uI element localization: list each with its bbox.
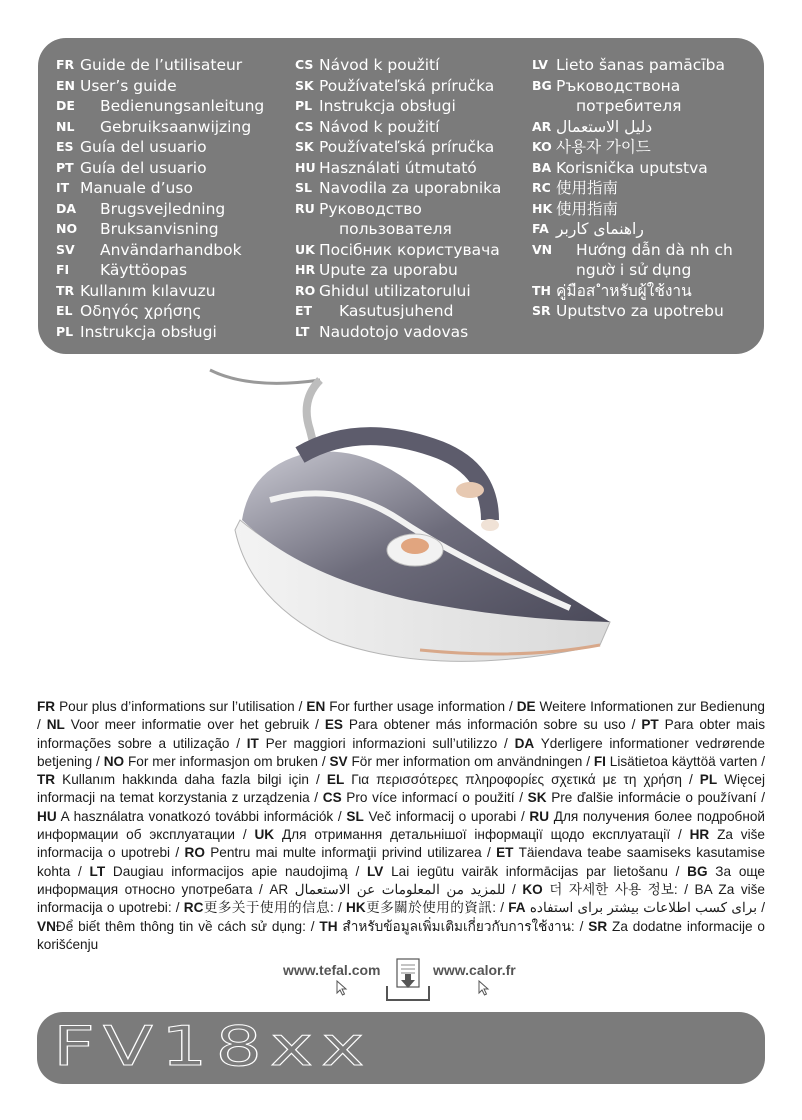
language-code: SR — [532, 303, 551, 318]
language-code: EL — [56, 303, 73, 318]
language-code: RO — [295, 282, 316, 298]
guide-item — [295, 219, 501, 240]
iron-illustration — [190, 360, 630, 690]
language-code: IT — [56, 180, 70, 195]
language-code: FI — [56, 262, 70, 277]
language-code: DE — [516, 699, 536, 714]
language-code: NO — [103, 753, 125, 769]
guide-title: Посібник користувача — [319, 240, 500, 259]
info-text: สำหรับข้อมูลเพิ่มเติมเกี่ยวกับการใช้งาน: / — [337, 918, 589, 934]
language-code: LT — [295, 323, 310, 339]
language-code: SK — [295, 77, 314, 93]
guide-title: пользователя — [339, 220, 452, 238]
tefal-link[interactable]: www.tefal.com — [283, 962, 381, 978]
guide-title: Uputstvo za upotrebu — [556, 302, 724, 320]
calor-link[interactable]: www.calor.fr — [433, 962, 516, 978]
guide-item — [56, 219, 264, 240]
language-code: HU — [37, 808, 57, 824]
guide-item — [532, 281, 733, 302]
guide-item — [56, 117, 264, 138]
language-code: UK — [295, 241, 315, 257]
guide-title: Brugsvejledning — [100, 199, 226, 218]
guide-item — [295, 96, 501, 117]
guide-title: Hướng dẫn dà nh ch — [576, 240, 733, 259]
info-text: Weitere Informationen zur Bedienung / — [37, 699, 765, 733]
info-text: Za više informacija o upotrebi / — [37, 827, 765, 861]
guide-item — [56, 281, 264, 302]
guide-item — [295, 199, 501, 220]
info-text: För mer information om användningen / — [347, 753, 594, 769]
guide-title: Ръководствона — [556, 76, 681, 95]
guide-column-1 — [56, 55, 264, 342]
language-code: HR — [295, 262, 316, 277]
guide-title: Návod k použití — [319, 117, 440, 136]
guide-item — [295, 117, 501, 138]
guide-title: Bruksanvisning — [100, 220, 219, 238]
steam-iron-image — [190, 360, 630, 690]
info-text: For further usage information / — [325, 699, 517, 714]
guide-item — [56, 137, 264, 158]
language-guide-panel — [38, 38, 764, 354]
guide-item — [56, 199, 264, 220]
language-code: CS — [295, 57, 314, 72]
guide-item — [532, 178, 733, 199]
guide-item — [532, 240, 733, 261]
guide-title: Bedienungsanleitung — [100, 97, 265, 115]
guide-item — [295, 301, 501, 322]
language-code: TH — [319, 918, 338, 934]
language-code: ET — [295, 303, 313, 318]
language-code: NO — [56, 221, 78, 236]
guide-title: 사용자 가이드 — [556, 138, 651, 156]
guide-item — [295, 55, 501, 76]
language-code: RO — [184, 845, 205, 861]
guide-title: Instrukcja obsługi — [319, 97, 456, 115]
info-text: Để biết thêm thông tin về cách sử dụng: / — [55, 918, 320, 934]
guide-title: Ghidul utilizatorului — [319, 281, 471, 300]
guide-item — [56, 260, 264, 281]
cursor-icon — [478, 980, 490, 996]
guide-title: Používateľská príručka — [319, 76, 495, 95]
language-code: TR — [56, 282, 75, 298]
usage-information-paragraph — [37, 698, 765, 954]
language-code: SV — [56, 241, 75, 257]
info-text: Za dodatne informacije o korišćenju — [37, 918, 765, 952]
language-code: EL — [326, 772, 345, 788]
info-text: A használatra vonatkozó további információk / — [56, 808, 347, 824]
language-code: SL — [346, 808, 364, 824]
language-code: EN — [56, 77, 76, 93]
website-links — [0, 958, 802, 1008]
guide-title: دليل الاستعمال — [556, 117, 653, 136]
guide-item — [532, 96, 733, 117]
guide-item — [56, 301, 264, 322]
guide-title: Navodila za uporabnika — [319, 179, 502, 197]
guide-item — [532, 199, 733, 220]
info-text: Для отримання детальнішої інформації щодо експлуатації / — [274, 827, 690, 843]
guide-title: Naudotojo vadovas — [319, 322, 469, 341]
language-code: CS — [322, 790, 342, 806]
guide-title: Upute za uporabu — [319, 261, 458, 279]
language-code: HR — [689, 827, 710, 843]
info-text: Več informacij o uporabi / — [363, 808, 530, 824]
guide-title: Руководство — [319, 199, 422, 218]
guide-title: Používateľská príručka — [319, 138, 495, 156]
language-code: PL — [699, 772, 718, 788]
guide-item — [295, 281, 501, 302]
guide-item — [295, 240, 501, 261]
guide-title: ngườ i sử dụng — [576, 261, 692, 279]
guide-item — [56, 178, 264, 199]
language-code: LV — [367, 863, 384, 879]
guide-title: Kullanım kılavuzu — [80, 281, 216, 300]
guide-item — [532, 219, 733, 240]
guide-item — [295, 137, 501, 158]
info-text: Lisätietoa käyttöä varten / — [605, 753, 765, 769]
guide-item — [532, 260, 733, 281]
language-code: BG — [532, 77, 552, 93]
language-code: KO — [522, 881, 543, 897]
guide-title: Manuale d’uso — [80, 179, 193, 197]
language-code: FR — [37, 699, 56, 714]
guide-item — [295, 76, 501, 97]
info-text: Para obtener más información sobre su uso / — [342, 717, 642, 733]
language-code: NL — [46, 717, 65, 733]
language-code: PT — [641, 717, 659, 733]
info-text: Pour plus d’informations sur l’utilisation / — [55, 699, 307, 714]
language-code: TR — [37, 772, 56, 788]
language-code: PL — [295, 98, 313, 113]
guide-item — [56, 55, 264, 76]
language-code: RC — [183, 900, 204, 916]
guide-item — [532, 158, 733, 179]
info-text: Więcej informacji na temat korzystania z urządzenia / — [37, 772, 765, 806]
info-text: 更多關於使用的資訊: / — [365, 900, 509, 916]
language-code: HK — [532, 200, 553, 216]
guide-title: Instrukcja obsługi — [80, 322, 217, 341]
language-code: SL — [295, 180, 312, 195]
info-text: Kullanım hakkında daha fazla bilgi için / — [55, 772, 327, 788]
guide-title: Lieto šanas pamācība — [556, 56, 725, 74]
language-code: FR — [56, 57, 75, 72]
language-code: PL — [56, 323, 74, 339]
guide-title: User’s guide — [80, 76, 177, 95]
language-code: SV — [329, 753, 348, 769]
info-text: Lai iegūtu vairāk informācijas par lietošanu / — [383, 863, 688, 879]
info-text: For mer informasjon om bruken / — [124, 753, 330, 769]
guide-item — [295, 178, 501, 199]
info-text: Voor meer informatie over het gebruik / — [64, 717, 325, 733]
guide-item — [56, 76, 264, 97]
download-document-icon — [383, 958, 431, 1006]
language-code: DA — [56, 200, 77, 216]
language-code: ES — [56, 139, 74, 154]
guide-item — [56, 158, 264, 179]
info-text: Pre ďalšie informácie o používaní / — [546, 790, 765, 806]
info-text: Για περισσότερες πληροφορίες σχετικά με τη χρήση / — [344, 772, 700, 788]
guide-item — [532, 301, 733, 322]
language-code: RU — [295, 200, 315, 216]
guide-title: Használati útmutató — [319, 158, 477, 177]
language-code: VN — [532, 241, 553, 257]
language-code: DA — [514, 735, 535, 751]
language-code: BG — [687, 863, 708, 879]
language-code: FI — [593, 753, 606, 769]
guide-title: Návod k použití — [319, 56, 440, 74]
info-text: برای کسب اطلاعات بیشتر برای استفاده / — [525, 900, 765, 916]
language-code: SR — [588, 918, 608, 934]
guide-title: потребителя — [576, 97, 682, 115]
guide-title: Guía del usuario — [80, 138, 207, 156]
guide-title: Gebruiksaanwijzing — [100, 117, 252, 136]
language-code: IT — [246, 735, 259, 751]
guide-title: Guía del usuario — [80, 158, 207, 177]
language-code: SK — [295, 139, 314, 154]
model-number: FV18xx — [53, 1015, 373, 1078]
info-text: Täiendava teabe saamiseks kasutamise kohta / — [37, 845, 766, 879]
info-text: Pentru mai multe informaţii privind utilizarea / — [204, 845, 497, 861]
language-code: HU — [295, 159, 316, 175]
guide-title: Korisnička uputstva — [556, 158, 708, 177]
model-banner — [37, 1012, 765, 1084]
info-text: Для получения более подробной информации об эксплуатации / — [37, 808, 765, 843]
language-code: LT — [89, 863, 106, 879]
language-code: ET — [496, 845, 514, 861]
language-code: CS — [295, 118, 314, 134]
language-code: RU — [529, 808, 550, 824]
guide-item — [295, 322, 501, 343]
info-text: 更多关于使用的信息: / — [203, 900, 346, 916]
guide-item — [295, 158, 501, 179]
guide-title: Käyttöopas — [100, 261, 188, 279]
guide-title: 使用指南 — [556, 179, 619, 197]
cursor-icon — [336, 980, 348, 996]
info-text: Pro více informací o použití / — [341, 790, 528, 806]
language-code: SK — [527, 790, 547, 806]
language-code: ES — [324, 717, 343, 733]
language-code: HK — [346, 900, 366, 916]
info-text: Per maggiori informazioni sull’utilizzo / — [258, 735, 515, 751]
info-text: Yderligere informationer vedrørende betjening / — [37, 735, 765, 769]
guide-column-3 — [532, 55, 733, 322]
info-text: За още информация относно употребата / AR للمزيد من المعلومات عن الاستعمال / — [37, 863, 765, 897]
language-code: NL — [56, 118, 75, 134]
language-code: LV — [532, 57, 548, 72]
guide-item — [56, 322, 264, 343]
guide-column-2 — [295, 55, 501, 342]
language-code: AR — [532, 118, 552, 134]
guide-title: Οδηγός χρήσης — [80, 302, 202, 320]
info-text: Para obter mais informações sobre a utilização / — [37, 717, 765, 751]
guide-item — [532, 55, 733, 76]
info-text: 더 자세한 사용 정보: / BA Za više informacija o upotrebi: / — [37, 881, 765, 916]
language-code: KO — [532, 139, 552, 154]
guide-title: คู่มือส ำหรับผู้ใช้งาน — [556, 281, 692, 300]
guide-item — [56, 96, 264, 117]
language-code: UK — [254, 827, 275, 843]
guide-item — [56, 240, 264, 261]
language-code: BA — [532, 159, 552, 175]
guide-title: 使用指南 — [556, 199, 619, 218]
language-code: DE — [56, 98, 75, 113]
guide-title: راهنمای کاربر — [556, 220, 644, 238]
language-code: RC — [532, 180, 551, 195]
language-code: VN — [37, 918, 56, 934]
guide-item — [532, 137, 733, 158]
language-code: FA — [532, 221, 549, 236]
language-code: EN — [306, 699, 326, 714]
info-text: Daugiau informacijos apie naudojimą / — [105, 863, 367, 879]
guide-title: Användarhandbok — [100, 240, 242, 259]
language-code: PT — [56, 159, 74, 175]
language-code: TH — [532, 282, 551, 298]
guide-item — [532, 117, 733, 138]
guide-title: Kasutusjuhend — [339, 302, 454, 320]
guide-title: Guide de l’utilisateur — [80, 56, 243, 74]
guide-item — [532, 76, 733, 97]
guide-item — [295, 260, 501, 281]
language-code: FA — [508, 900, 526, 916]
